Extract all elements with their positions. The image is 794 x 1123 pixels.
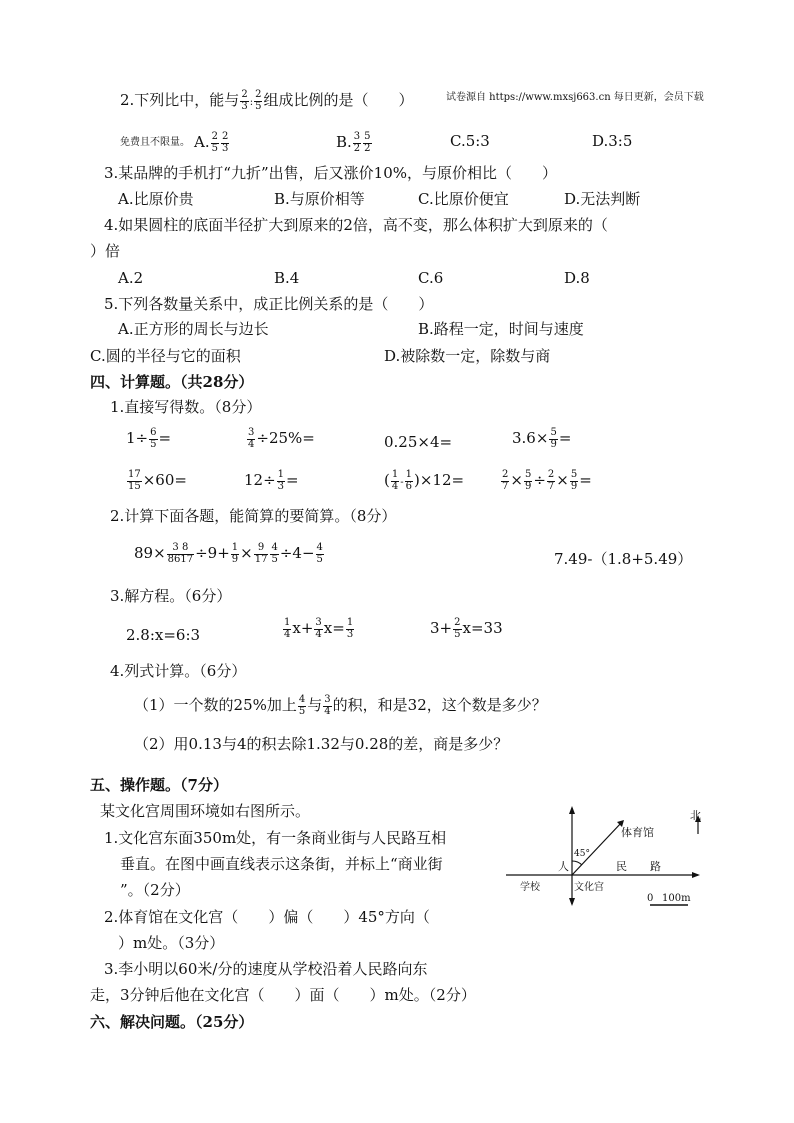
expr-text: 1÷ xyxy=(126,429,149,447)
expr-text: ÷ xyxy=(533,471,546,489)
fraction xyxy=(524,470,532,492)
expr-text: = xyxy=(579,471,592,489)
option-a: A.2 xyxy=(118,269,144,287)
numerator: 4 xyxy=(271,542,278,553)
numerator: 5 xyxy=(570,469,578,480)
denominator: 7 xyxy=(502,480,509,492)
section-4-title: 四、计算题。（共28分） xyxy=(90,373,254,391)
equation-3 xyxy=(430,618,503,640)
sub-question-1: 1.直接写得数。（8分） xyxy=(110,398,262,416)
word-problem-2: （2）用0.13与4的积去除1.32与0.28的差，商是多少？ xyxy=(134,735,509,753)
fraction xyxy=(231,543,239,565)
fraction xyxy=(247,428,255,450)
denominator: 17 xyxy=(254,553,268,565)
word-problem-1 xyxy=(134,695,547,717)
oral-calc-1 xyxy=(126,428,171,450)
oral-calc-5 xyxy=(126,470,187,492)
question-2 xyxy=(120,90,413,112)
expr-text: = xyxy=(286,471,299,489)
denominator: 4 xyxy=(315,628,322,640)
expr-text: = xyxy=(558,429,572,447)
palace-label: 文化宫 xyxy=(574,882,604,893)
gym-label: 体育馆 xyxy=(621,826,654,839)
expr-text: ( xyxy=(384,471,390,489)
numerator: 2 xyxy=(241,89,248,100)
oral-calc-4 xyxy=(512,428,571,450)
colon: : xyxy=(249,97,254,108)
denominator: 5 xyxy=(298,705,306,717)
section-6-title: 六、解决问题。（25分） xyxy=(90,1013,254,1031)
denominator: 2 xyxy=(353,142,361,154)
expr-text: × xyxy=(556,471,569,489)
operation-q2-line-2: ）m处。（3分） xyxy=(118,934,225,952)
equation-1: 2.8:x=6:3 xyxy=(126,626,201,644)
question-4-line-1: 4.如果圆柱的底面半径扩大到原来的2倍，高不变，那么体积扩大到原来的（ xyxy=(104,216,608,234)
denominator: 8617 xyxy=(167,553,194,565)
numerator: 3 8 xyxy=(167,543,194,555)
denominator: 15 xyxy=(128,480,141,492)
numerator: 17 xyxy=(128,469,141,480)
denominator: 4 xyxy=(324,705,331,717)
numerator: 2 xyxy=(547,469,555,480)
fraction xyxy=(549,428,557,450)
numerator: 4 xyxy=(316,542,323,553)
expr-text: ÷9+ xyxy=(195,544,230,562)
fraction xyxy=(346,618,354,640)
expr-text: - xyxy=(400,477,404,488)
operation-q1-line-1: 1.文化宫东面350m处，有一条商业街与人民路互相 xyxy=(104,829,447,847)
fraction xyxy=(323,695,331,717)
fraction xyxy=(240,90,248,112)
road-label-ren: 人 xyxy=(558,860,569,873)
denominator: 3 xyxy=(346,628,354,640)
option-b: B.4 xyxy=(274,269,300,287)
numerator: 5 xyxy=(524,469,532,480)
expr-text: x+ xyxy=(292,619,314,637)
fraction xyxy=(501,470,509,492)
operation-q1-line-2: 垂直。在图中画直线表示这条街，并标上“商业街 xyxy=(120,855,443,873)
operation-q3-line-1: 3.李小明以60米/分的速度从学校沿着人民路向东 xyxy=(104,960,428,978)
expr-text: 89× xyxy=(134,544,166,562)
expr-text: 与 xyxy=(307,696,323,714)
option-c: C.圆的半径与它的面积 xyxy=(90,347,241,365)
numerator: 1 xyxy=(284,617,291,628)
fraction xyxy=(391,470,399,492)
numerator: 1 xyxy=(405,469,412,480)
question-3: 3.某品牌的手机打“九折”出售，后又涨价10%，与原价相比（ ） xyxy=(104,164,557,182)
option-b: B.与原价相等 xyxy=(274,190,365,208)
north-label: 北 xyxy=(690,809,701,822)
oral-calc-3: 0.25×4= xyxy=(384,433,453,451)
numerator: 2 xyxy=(255,89,262,100)
fraction xyxy=(127,470,142,492)
road-label-min: 民 xyxy=(616,860,627,873)
operation-q2-line-1: 2.体育馆在文化宫（ ）偏（ ）45°方向（ xyxy=(104,908,430,926)
option-letter: A. xyxy=(194,133,210,151)
denominator: 4 xyxy=(391,480,399,492)
option-a: A.正方形的周长与边长 xyxy=(118,320,269,338)
numerator: 4 xyxy=(298,694,306,705)
expr-text: 3+ xyxy=(430,619,453,637)
scale-length: 100m xyxy=(662,893,691,904)
fraction xyxy=(353,132,361,154)
map-intro: 某文化宫周围环境如右图所示。 xyxy=(100,802,311,820)
renmin-road-arrow-right xyxy=(692,872,700,878)
denominator: 5 xyxy=(255,100,262,112)
numerator: 9 xyxy=(254,543,269,555)
oral-calc-7 xyxy=(384,470,464,492)
option-c: C.5:3 xyxy=(450,132,490,150)
denominator: 5 xyxy=(454,628,461,640)
numerator: 3 xyxy=(353,131,361,142)
fraction xyxy=(453,618,461,640)
vertical-road-arrow-bottom xyxy=(569,898,575,906)
option-a: A.比原价贵 xyxy=(118,190,194,208)
question-2-text: 2.下列比中，能与 xyxy=(120,91,240,109)
denominator: 3 xyxy=(277,480,285,492)
simplify-expr-2: 7.49-（1.8+5.49） xyxy=(554,550,693,568)
option-b: B.路程一定，时间与速度 xyxy=(418,320,584,338)
watermark-line-1: 试卷源自 https://www.mxsj663.cn 每日更新，会员下载 xyxy=(446,92,704,103)
denominator: 7 xyxy=(547,480,555,492)
fraction xyxy=(570,470,578,492)
denominator: 9 xyxy=(524,480,532,492)
expr-text: ÷25%= xyxy=(256,429,315,447)
expr-text: x= xyxy=(323,619,345,637)
fraction xyxy=(254,90,262,112)
oral-calc-2 xyxy=(246,428,315,450)
denominator: 3 xyxy=(221,142,229,154)
fraction xyxy=(316,543,324,565)
school-label: 学校 xyxy=(520,882,540,893)
denominator: 5 xyxy=(150,438,157,450)
angle-arc xyxy=(572,861,582,865)
operation-q3-line-2: 走，3分钟后他在文化宫（ ）面（ ）m处。（2分） xyxy=(90,986,476,1004)
scale-zero: 0 xyxy=(647,893,654,904)
fraction xyxy=(547,470,555,492)
denominator: 9 xyxy=(550,438,557,450)
denominator: 6 xyxy=(405,480,412,492)
fraction xyxy=(405,470,413,492)
denominator: 2 xyxy=(364,142,371,154)
numerator: 3 xyxy=(324,694,331,705)
sub-question-3: 3.解方程。（6分） xyxy=(110,587,232,605)
denominator: 5 xyxy=(211,142,218,154)
denominator: 3 xyxy=(241,100,248,112)
expr-text: × xyxy=(240,544,253,562)
equation-2 xyxy=(282,618,355,640)
operation-q1-line-3: ”。（2分） xyxy=(120,881,190,899)
denominator: 4 xyxy=(284,628,291,640)
culture-palace-map xyxy=(500,800,720,920)
fraction xyxy=(167,543,194,565)
oral-calc-6 xyxy=(244,470,299,492)
option-letter: B. xyxy=(336,133,352,151)
expr-text: 3.6× xyxy=(512,429,549,447)
numerator: 2 xyxy=(221,131,229,142)
question-2-suffix: 组成比例的是（ ） xyxy=(263,91,414,109)
numerator: 2 xyxy=(502,469,509,480)
expr-text: × xyxy=(510,471,523,489)
denominator: 5 xyxy=(316,553,323,565)
numerator: 3 xyxy=(315,617,322,628)
watermark-line-2: 免费且不限量。 xyxy=(120,137,190,148)
expr-text: ÷4− xyxy=(279,544,315,562)
question-4-line-2: ）倍 xyxy=(90,242,121,260)
option-c: C.比原价便宜 xyxy=(418,190,509,208)
expr-text: = xyxy=(158,429,172,447)
numerator: 2 xyxy=(454,617,461,628)
denominator: 4 xyxy=(248,438,255,450)
fraction xyxy=(283,618,291,640)
fraction xyxy=(363,132,371,154)
sub-question-2: 2.计算下面各题，能简算的要简算。（8分） xyxy=(110,507,397,525)
option-d: D.无法判断 xyxy=(564,190,641,208)
expr-text: )×12= xyxy=(414,471,465,489)
fraction xyxy=(298,695,306,717)
denominator: 5 xyxy=(271,553,278,565)
fraction xyxy=(254,543,269,565)
expr-text: ×60= xyxy=(142,471,187,489)
oral-calc-8 xyxy=(500,470,592,492)
denominator: 9 xyxy=(570,480,578,492)
expr-text: （1）一个数的25%加上 xyxy=(134,696,297,714)
sub-question-4: 4.列式计算。（6分） xyxy=(110,662,247,680)
denominator: 9 xyxy=(231,553,239,565)
road-label-lu: 路 xyxy=(650,860,661,873)
angle-label: 45° xyxy=(574,849,590,859)
fraction xyxy=(314,618,322,640)
fraction xyxy=(221,132,229,154)
section-5-title: 五、操作题。（7分） xyxy=(90,776,228,794)
option-a xyxy=(194,132,230,154)
fraction xyxy=(277,470,285,492)
question-5: 5.下列各数量关系中，成正比例关系的是（ ） xyxy=(104,295,434,313)
option-b xyxy=(336,132,373,154)
numerator: 2 xyxy=(211,131,218,142)
expr-text: 12÷ xyxy=(244,471,276,489)
simplify-expr-1 xyxy=(134,543,325,565)
numerator: 5 xyxy=(550,427,557,438)
numerator: 6 xyxy=(150,427,157,438)
vertical-road-arrow-top xyxy=(569,806,575,814)
numerator: 3 xyxy=(248,427,255,438)
option-d: D.8 xyxy=(564,269,590,287)
expr-text: 的积，和是32，这个数是多少？ xyxy=(332,696,547,714)
numerator: 1 xyxy=(391,469,399,480)
option-c: C.6 xyxy=(418,269,444,287)
fraction xyxy=(149,428,157,450)
numerator: 1 xyxy=(277,469,285,480)
option-d: D.被除数一定，除数与商 xyxy=(384,347,551,365)
fraction xyxy=(270,543,278,565)
fraction xyxy=(211,132,219,154)
option-d: D.3:5 xyxy=(592,132,633,150)
expr-text: x=33 xyxy=(462,619,503,637)
numerator: 1 xyxy=(346,617,354,628)
numerator: 1 xyxy=(231,542,239,553)
numerator: 5 xyxy=(364,131,371,142)
